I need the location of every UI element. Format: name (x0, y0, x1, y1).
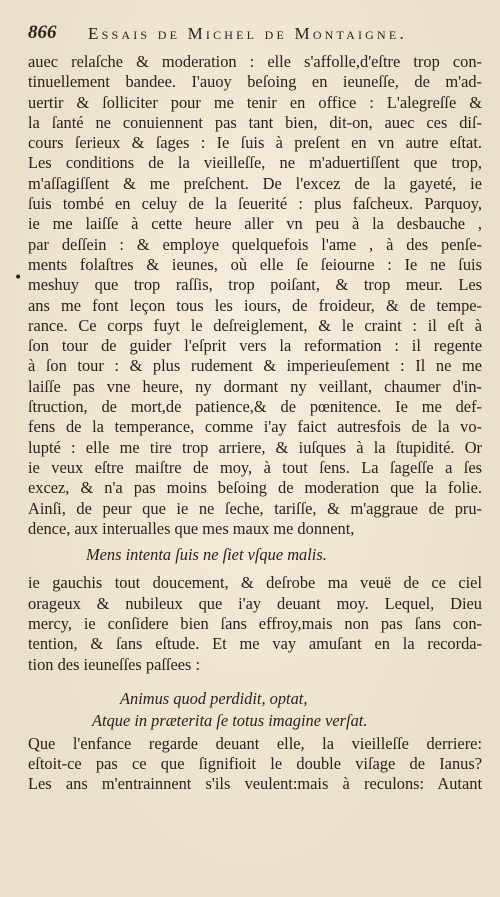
text-line: fens de la temperance, comme i'ay faict autresfois de la vo- (28, 417, 482, 437)
text-line: mercy, ie conſidere bien ſans effroy,mais non pas ſans con- (28, 614, 482, 634)
text-line: rance. Ce corps fuyt le deſreiglement, & le craint : il eſt à (28, 315, 482, 335)
text-line: excez, & n'a pas moins beſoing de moderation que la folie. (28, 478, 482, 498)
text-line: cours ſerieux & ſages : Ie ſuis à preſent en vn autre eſtat. (28, 133, 482, 153)
text-line: ie veux eſtre maiſtre de moy, à tout ſens. La ſageſſe a ſes (28, 457, 482, 477)
text-line: à ſon tour : & plus rudement & imperieuſement : Il ne me (28, 356, 482, 376)
text-block-2 (28, 573, 482, 674)
margin-mark: • (14, 270, 23, 286)
text-line: ſtruction, de mort,de patience,& de pœnitence. Ie me def- (28, 397, 482, 417)
text-line: eſtoit-ce pas ce que ſignifioit le double viſage de Ianus? (28, 753, 482, 773)
text-line: ie me laiſſe à cette heure aller vn peu à la desbauche , (28, 214, 482, 234)
page-header (28, 22, 482, 50)
page-number: 866 (28, 22, 57, 43)
text-block-1 (28, 52, 482, 539)
text-line: Les conditions de la vieilleſſe, ne m'aduertiſſent que trop, (28, 153, 482, 173)
running-title: Essais de Michel de Montaigne. (88, 24, 407, 43)
text-line: meshuy que trop raſſis, trop poiſant, & trop meur. Les (28, 275, 482, 295)
latin-verse (28, 689, 482, 732)
text-line: Que l'enfance regarde deuant elle, la vieilleſſe derriere: (28, 733, 482, 753)
text-line: ie gauchis tout doucement, & deſrobe ma veuë de ce ciel (28, 573, 482, 593)
text-line: ments folaſtres & ieunes, où elle ſe ſeiourne : Ie ne ſuis (28, 254, 482, 274)
text-line: tinuellement bandee. I'auoy beſoing en ieuneſſe, de m'ad- (28, 72, 482, 92)
text-line: tion des ieuneſſes paſſees : (28, 654, 201, 674)
text-line: la ſanté ne conuiennent pas tant bien, dit-on, auec ces diſ- (28, 112, 482, 132)
verse-line: Animus quod perdidit, optat, (120, 688, 308, 708)
text-line: auec relaſche & moderation : elle s'affolle,d'eſtre trop con- (28, 52, 482, 71)
text-line: Ainſi, de peur que ie ne ſeche, tariſſe, & m'aggraue de pru- (28, 498, 482, 518)
text-line: ans me font leçon tous les iours, de froideur, & de tempe- (28, 295, 482, 315)
text-line: lupté : elle me tire trop arriere, & iuſques à la ſtupidité. Or (28, 437, 482, 457)
text-line: orageux & nubileux que i'ay deuant moy. Lequel, Dieu (28, 593, 482, 613)
text-line: m'aſſagiſſent & me preſchent. De l'excez de la gayeté, ie (28, 173, 482, 193)
text-line: tention, & ſans eſtude. Et me vay amuſant en la recorda- (28, 634, 482, 654)
verse-line: Atque in præterita ſe totus imagine verſat. (92, 711, 368, 731)
text-line: laiſſe pas vne heure, ny dormant ny veillant, chaumer d'in- (28, 376, 482, 396)
text-line: par deſſein : & employe quelquefois l'ame , à des penſe- (28, 234, 482, 254)
text-line: uertir & ſolliciter pour me tenir en office : L'alegreſſe & (28, 92, 482, 112)
text-block-3 (28, 734, 482, 795)
latin-quote: Mens intenta ſuis ne ſiet vſque malis. (86, 545, 327, 565)
text-line: Les ans m'entrainnent s'ils veulent:mais à reculons: Autant (28, 774, 482, 794)
text-line: dence, aux interualles que mes maux me donnent, (28, 518, 355, 538)
text-line: ſuis tombé en celuy de la ſeuerité : plus faſcheux. Parquoy, (28, 194, 482, 214)
text-line: ſon tour de guider l'eſprit vers la reformation : il regente (28, 336, 482, 356)
